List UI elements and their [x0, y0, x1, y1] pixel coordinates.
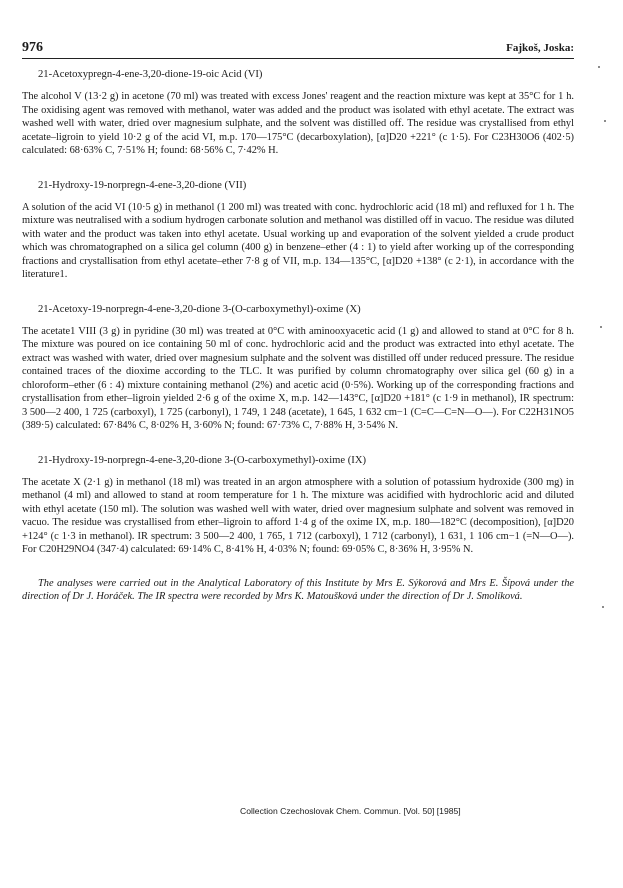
page-number: 976 [22, 40, 43, 55]
section-acid-vi [22, 69, 574, 158]
section-compound-vii [22, 180, 574, 282]
section-body: The acetate X (2·1 g) in methanol (18 ml) was treated in an argon atmosphere with a solution of potassium hydroxide (300 mg) in methanol (4 ml) and allowed to stand at room temperature for 1 h. The mixture was acidified with hydrochloric acid and diluted with ethyl acetate (150 ml). The solution was washed well with water, dried over magnesium sulphate and solvent was removed in vacuo. The residue was crystallised from ether–ligroin to afford 1·4 g of the oxime IX, m.p. 180—182°C (decomposition), [α]D20 +124° (c 1·3 in methanol). IR spectrum: 3 500—2 400, 1 765, 1 712 (carboxyl), 1 712 (carbonyl), 1 631, 1 106 cm−1 (=N—O—). For C20H29NO4 (347·4) calculated: 69·14% C, 8·41% H, 4·03% N; found: 69·05% C, 8·36% H, 3·95% N. [22, 476, 574, 555]
section-body: The alcohol V (13·2 g) in acetone (70 ml) was treated with excess Jones' reagent and the reaction mixture was kept at 35°C for 1 h. The oxidising agent was removed with methanol, water was added and the product was isolated with ethyl acetate. The extract was washed well with water, dried over magnesium sulphate, and the solvent was distilled off. The residue was crystallised from ethyl acetate–ligroin to yield 10·2 g of the acid VI, m.p. 170—175°C (decarboxylation), [α]D20 +221° (c 1·5). For C23H30O6 (402·5) calculated: 68·63% C, 7·51% H; found: 68·56% C, 7·42% H. [22, 91, 574, 156]
section-oxime-ix [22, 455, 574, 557]
section-oxime-x [22, 304, 574, 433]
running-title: Fajkoš, Joska: [506, 42, 574, 54]
running-head [22, 40, 574, 59]
section-body: A solution of the acid VI (10·5 g) in methanol (1 200 ml) was treated with conc. hydrochloric acid (18 ml) and refluxed for 1 h. The mixture was neutralised with a sodium hydrogen carbonate solution and methanol was distilled off in vacuo. The residue was diluted with water and the product was taken into ethyl acetate. Usual working up and evaporation of the solvent yielded a crude product which was chromatographed on a silica gel column (400 g) in benzene–ether (4 : 1) to yield after working up of the corresponding fractions and crystallisation from ethyl acetate–ether 7·8 g of VII, m.p. 134—135°C, [α]D20 +138° (c 2·1), in accordance with the literature1. [22, 201, 574, 280]
section-heading: 21-Hydroxy-19-norpregn-4-ene-3,20-dione (VII) [38, 179, 247, 191]
section-heading: 21-Acetoxy-19-norpregn-4-ene-3,20-dione 3-(O-carboxymethyl)-oxime (X) [38, 303, 361, 315]
acknowledgement: The analyses were carried out in the Analytical Laboratory of this Institute by Mrs E. Sýkorová and Mrs E. Šípová under the direction of Dr J. Horáček. The IR spectra were recorded by Mrs K. Matoušková under the direction of Dr J. Smolíková. [22, 577, 574, 602]
scan-dot [602, 606, 604, 608]
journal-footer: Collection Czechoslovak Chem. Commun. [Vol. 50] [1985] [240, 806, 461, 816]
scan-dot [600, 326, 602, 328]
scan-dot [598, 66, 600, 68]
section-heading: 21-Acetoxypregn-4-ene-3,20-dione-19-oic Acid (VI) [38, 69, 263, 80]
page [22, 40, 574, 614]
section-heading: 21-Hydroxy-19-norpregn-4-ene-3,20-dione 3-(O-carboxymethyl)-oxime (IX) [38, 454, 366, 466]
section-body: The acetate1 VIII (3 g) in pyridine (30 ml) was treated at 0°C with aminooxyacetic acid (1 g) and allowed to stand at 0°C for 8 h. The mixture was poured on ice containing 50 ml of conc. hydrochloric acid and the product was extracted into ethyl acetate. The extract was washed with water, dried over magnesium sulphate and the solvent was distilled off under reduced pressure. The residue contained traces of the dioxime according to the TLC. It was purified by column chromatography over silica gel (60 g) in a chloroform–ether (6 : 4) mixture containing methanol (2%) and acetic acid (0·5%). Working up of the corresponding fractions and crystallisation from ether–ligroin yielded 2·6 g of the oxime X, m.p. 142—143°C, [α]D20 +181° (c 1·9 in methanol), IR spectrum: 3 500—2 400, 1 725 (carboxyl), 1 725 (carbonyl), 1 749, 1 248 (acetate), 1 645, 1 632 cm−1 (C=C—C=N—O—). For C22H31NO5 (389·5) calculated: 67·84% C, 8·02% H, 3·60% N; found: 67·73% C, 7·88% H, 3·54% N. [22, 325, 574, 431]
scan-dot [604, 120, 606, 122]
